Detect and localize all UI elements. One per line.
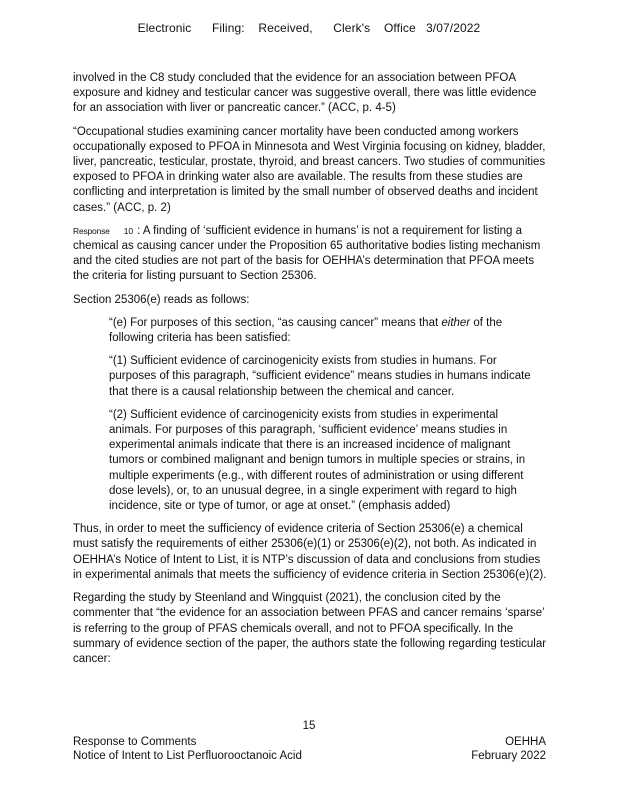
- paragraph-section-intro: Section 25306(e) reads as follows:: [73, 293, 250, 306]
- quote-criteria-1: “(1) Sufficient evidence of carcinogenicity exists from studies in humans. For purposes of this paragraph, “sufficient evidence” means studies in humans indicate that there is a causal relationship between the chemical and cancer.: [109, 355, 531, 398]
- footer-left: [73, 735, 302, 763]
- paragraph-sufficiency: Thus, in order to meet the sufficiency of evidence criteria of Section 25306(e) a chemical must satisfy the requirements of either 25306(e)(1) or 25306(e)(2), not both. As indicated in OEHHA’s Notice of Intent to List, it is NTP’s discussion of data and conclusions from studies in experimental animals that meets the sufficiency of evidence criteria in Section 25306(e)(2).: [73, 523, 547, 581]
- footer-date: February 2022: [471, 750, 546, 762]
- quote-e-emphasis: either: [441, 316, 471, 329]
- quote-criteria-e: [109, 316, 541, 346]
- document-body: [73, 71, 549, 675]
- footer-agency: OEHHA: [505, 736, 546, 748]
- paragraph-c8-study: involved in the C8 study concluded that the evidence for an association between PFOA exposure and kidney and testicular cancer was suggestive overall, there was little evidence for an association with liver or pancreatic cancer.” (ACC, p. 4-5): [73, 72, 537, 115]
- response-label: Response: [73, 225, 110, 236]
- response-text: : A finding of ‘sufficient evidence in humans’ is not a requirement for listing a chemical as causing cancer under the Proposition 65 authoritative bodies listing mechanism and the cited studies are not part of the basis for OEHHA’s determination that PFOA meets the criteria for listing pursuant to Section 25306.: [73, 224, 541, 283]
- response-number: 10: [123, 225, 134, 236]
- filing-stamp-header: Electronic Filing: Received, Clerk's Office 3/07/2022: [137, 21, 481, 35]
- footer-right: [471, 735, 546, 763]
- paragraph-steenland-study: Regarding the study by Steenland and Wingquist (2021), the conclusion cited by the commenter that “the evidence for an association between PFAS and cancer remains ‘sparse’ is referring to the group of PFAS chemicals overall, and not to PFOA specifically. In the summary of evidence section of the paper, the authors state the following regarding testicular cancer:: [73, 592, 547, 665]
- page-number: 15: [302, 720, 316, 732]
- quote-criteria-2: “(2) Sufficient evidence of carcinogenicity exists from studies in experimental animals. For purposes of this paragraph, ‘sufficient evidence’ means studies in experimental animals indicate that there is an increased incidence of malignant tumors or combined malignant and benign tumors in multiple species or strains, in multiple experiments (e.g., with different routes of administration or using different dose levels), or, to an unusual degree, in a single experiment with regard to high incidence, site or type of tumor, or age at onset.” (emphasis added): [109, 408, 526, 513]
- paragraph-response-10: [73, 224, 549, 285]
- paragraph-occupational-studies: “Occupational studies examining cancer mortality have been conducted among workers occupationally exposed to PFOA in Minnesota and West Virginia focusing on kidney, bladder, liver, pancreatic, testicular, prostate, thyroid, and breast cancers. Two studies of communities exposed to PFOA in drinking water also are available. The results from these studies are conflicting and interpretation is limited by the small number of observed deaths and incident cases.” (ACC, p. 2): [73, 125, 546, 214]
- block-quote: [109, 316, 541, 514]
- quote-e-text-end: of the following criteria has been satisfied:: [109, 316, 503, 345]
- footer-doc-subtitle: Notice of Intent to List Perfluorooctanoic Acid: [73, 750, 302, 762]
- quote-e-text-start: “(e) For purposes of this section, “as causing cancer” means that: [109, 316, 442, 329]
- footer-doc-title: Response to Comments: [73, 736, 197, 748]
